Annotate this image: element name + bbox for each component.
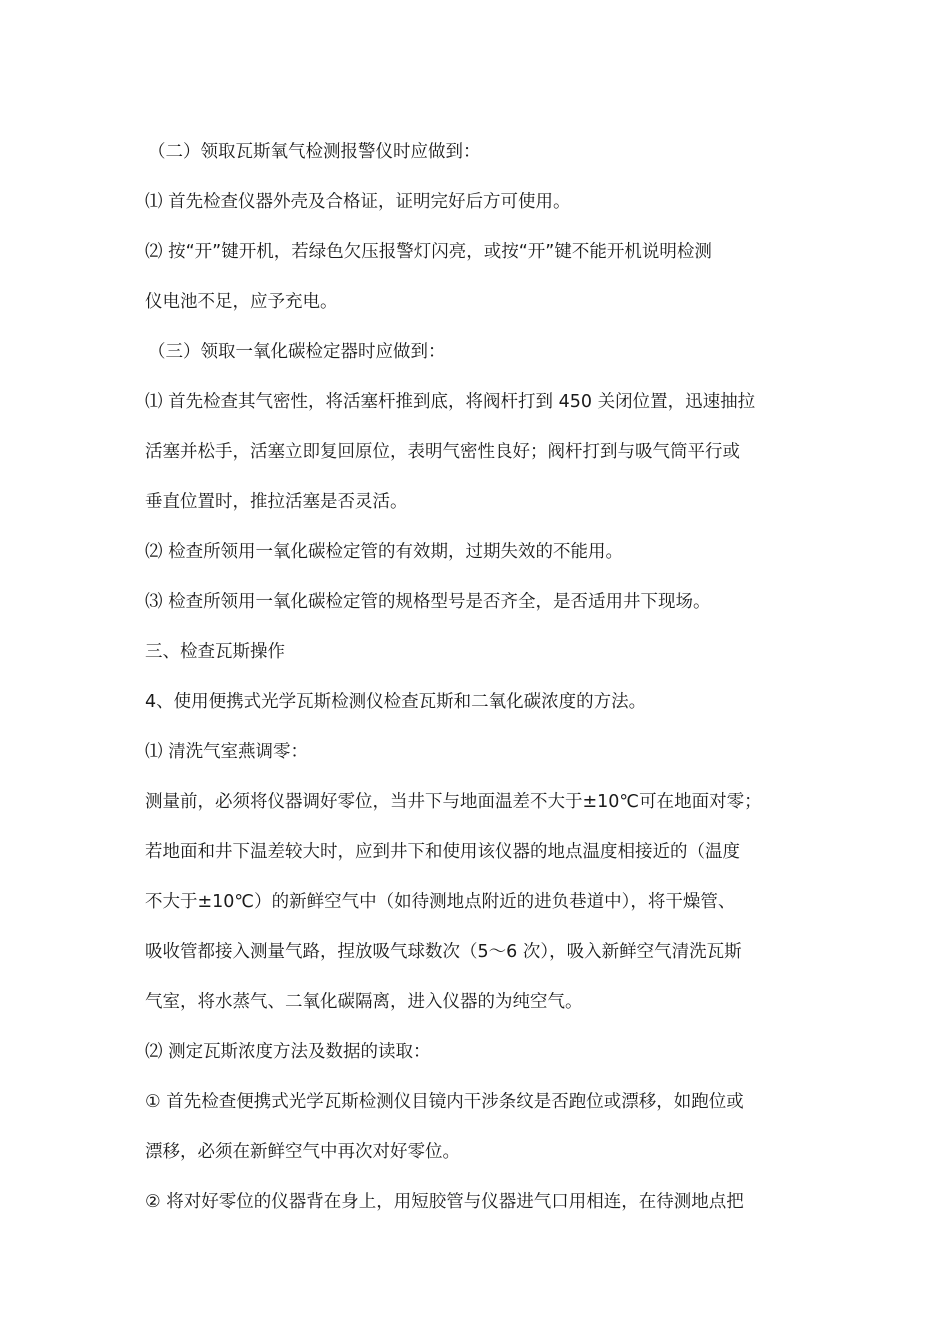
section-heading-2: （二）领取瓦斯氧气检测报警仪时应做到：	[148, 142, 481, 162]
paragraph-line: ⑴ 首先检查其气密性，将活塞杆推到底，将阀杆打到 450 关闭位置，迅速抽拉	[145, 392, 756, 412]
paragraph-line: ⑵ 检查所领用一氧化碳检定管的有效期，过期失效的不能用。	[145, 542, 624, 562]
paragraph-line: 4、使用便携式光学瓦斯检测仪检查瓦斯和二氧化碳浓度的方法。	[145, 692, 647, 712]
section-heading-3: （三）领取一氧化碳检定器时应做到：	[148, 342, 446, 362]
paragraph-line: 气室，将水蒸气、二氧化碳隔离，进入仪器的为纯空气。	[145, 992, 583, 1012]
paragraph-line: ⑵ 按“开”键开机，若绿色欠压报警灯闪亮，或按“开”键不能开机说明检测	[145, 242, 712, 262]
document-body	[145, 127, 845, 1227]
paragraph-line: ② 将对好零位的仪器背在身上，用短胶管与仪器进气口用相连，在待测地点把	[145, 1192, 744, 1212]
paragraph-line: 不大于±10℃）的新鲜空气中（如待测地点附近的进负巷道中），将干燥管、	[145, 892, 736, 912]
paragraph-line: 垂直位置时，推拉活塞是否灵活。	[145, 492, 408, 512]
paragraph-line: 漂移，必须在新鲜空气中再次对好零位。	[145, 1142, 460, 1162]
paragraph-line: ① 首先检查便携式光学瓦斯检测仪目镜内干涉条纹是否跑位或漂移，如跑位或	[145, 1092, 744, 1112]
paragraph-line: ⑵ 测定瓦斯浓度方法及数据的读取：	[145, 1042, 431, 1062]
paragraph-line: 若地面和井下温差较大时，应到井下和使用该仪器的地点温度相接近的（温度	[145, 842, 740, 862]
section-heading-gas-check: 三、检查瓦斯操作	[145, 642, 285, 662]
paragraph-line: ⑴ 清洗气室燕调零：	[145, 742, 309, 762]
paragraph-line: 测量前，必须将仪器调好零位，当井下与地面温差不大于±10℃可在地面对零；	[145, 792, 762, 812]
paragraph-line: 仪电池不足，应予充电。	[145, 292, 338, 312]
paragraph-line: 吸收管都接入测量气路，捏放吸气球数次（5～6 次），吸入新鲜空气清洗瓦斯	[145, 942, 742, 962]
paragraph-line: 活塞并松手，活塞立即复回原位，表明气密性良好；阀杆打到与吸气筒平行或	[145, 442, 740, 462]
paragraph-line: ⑴ 首先检查仪器外壳及合格证，证明完好后方可使用。	[145, 192, 571, 212]
paragraph-line: ⑶ 检查所领用一氧化碳检定管的规格型号是否齐全，是否适用井下现场。	[145, 592, 711, 612]
